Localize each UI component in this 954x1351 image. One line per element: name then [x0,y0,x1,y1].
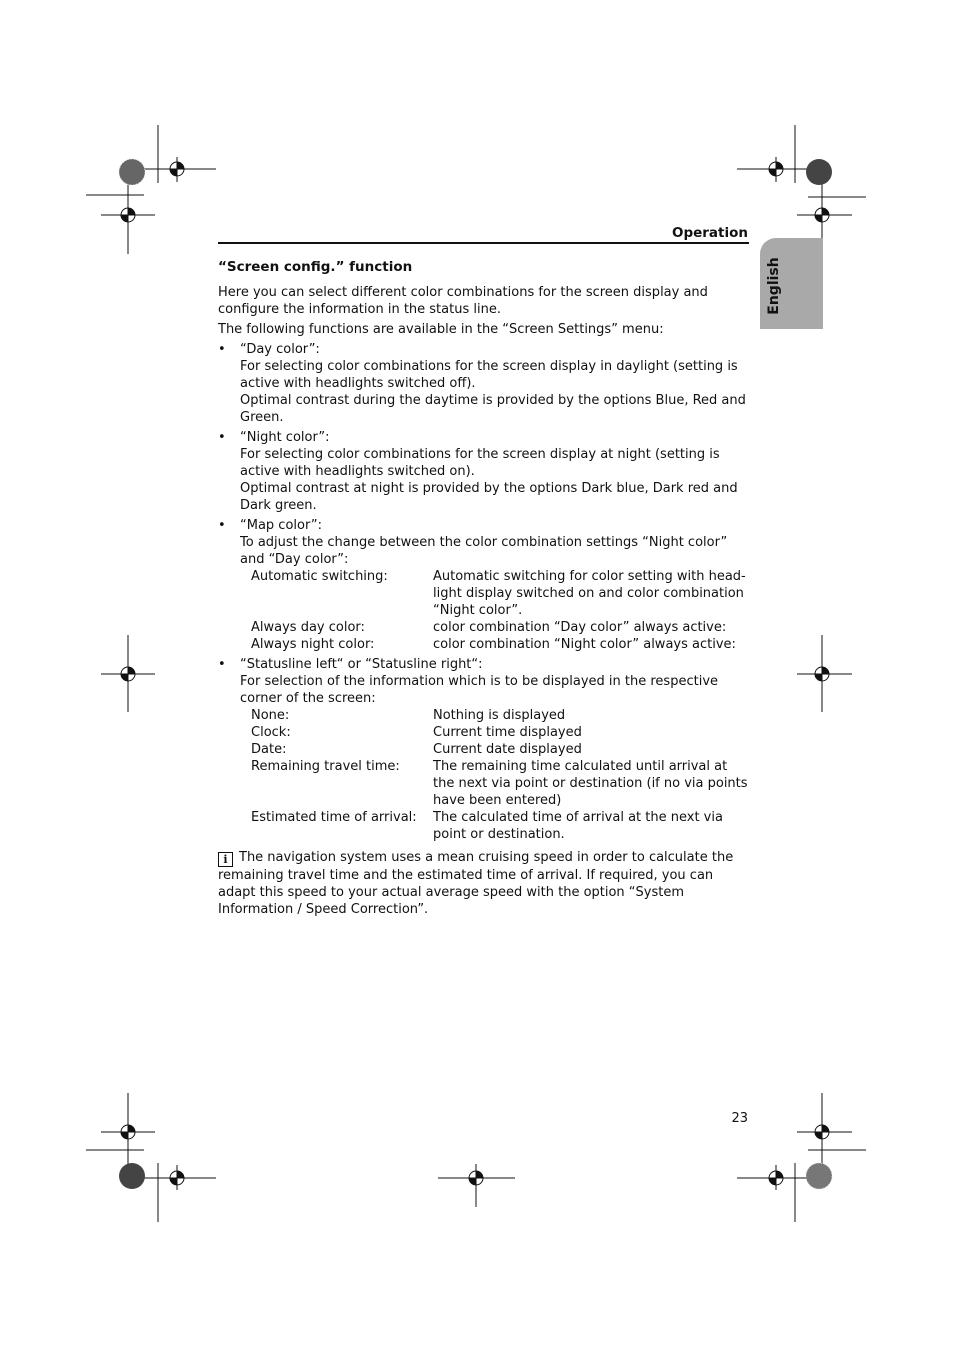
language-tab [760,238,823,329]
item-text: To adjust the change between the color combination settings “Night color” and “Day color”: [240,535,728,567]
bullet-icon: • [218,657,226,672]
bullet-icon: • [218,518,226,533]
note-text: The navigation system uses a mean cruising speed in order to calculate the remaining travel time and the estimated time of arrival. If required, you can adapt this speed to your actual average speed with the option “System Information / Speed Correction”. [218,850,734,917]
option-value: Current time displayed [433,725,582,740]
page-number: 23 [731,1111,748,1126]
option-value: Automatic switching for color setting with head-light display switched on and color combination “Night color”. [433,569,746,618]
option-row [251,568,749,619]
item-text: Optimal contrast at night is provided by the options Dark blue, Dark red and Dark green. [240,481,738,513]
option-value: The calculated time of arrival at the next via point or destination. [433,810,723,842]
bullet-icon: • [218,342,226,357]
option-row [251,707,749,724]
option-row [251,758,749,809]
option-row [251,724,749,741]
item-text: For selecting color combinations for the screen display in daylight (setting is active with headlights switched off). [240,359,738,391]
option-key: Always day color: [251,620,365,635]
option-key: Automatic switching: [251,569,388,584]
option-value: Current date displayed [433,742,582,757]
option-value: The remaining time calculated until arrival at the next via point or destination (if no via points have been entered) [433,759,748,808]
option-row [251,619,749,636]
option-key: Clock: [251,725,291,740]
list-item-day-color [218,341,749,426]
item-title: “Statusline left“ or “Statusline right“: [240,657,483,672]
section-title: “Screen config.” function [218,259,413,275]
option-row [251,741,749,758]
running-header: Operation [671,225,748,241]
info-icon: i [218,852,233,867]
option-value: color combination “Day color” always active: [433,620,727,635]
language-tab-label: English [766,257,782,315]
option-value: color combination “Night color” always active: [433,637,736,652]
item-text: For selecting color combinations for the screen display at night (setting is active with headlights switched on). [240,447,720,479]
item-text: For selection of the information which is to be displayed in the respective corner of the screen: [240,674,719,706]
main-content [218,259,749,918]
option-value: Nothing is displayed [433,708,566,723]
header-rule [218,242,749,244]
option-key: Remaining travel time: [251,759,400,774]
option-key: Date: [251,742,287,757]
item-title: “Day color”: [240,342,320,357]
intro-paragraph: Here you can select different color combinations for the screen display and configure the information in the status line. [218,285,708,317]
list-item-statusline [218,656,749,843]
list-item-map-color [218,517,749,653]
option-table [251,707,749,843]
option-table [251,568,749,653]
list-item-night-color [218,429,749,514]
item-title: “Night color”: [240,430,330,445]
function-list [218,341,749,843]
intro-paragraph-2: The following functions are available in the “Screen Settings” menu: [218,322,664,337]
option-key: None: [251,708,290,723]
option-key: Always night color: [251,637,375,652]
info-note [218,849,749,918]
option-row [251,809,749,843]
option-row [251,636,749,653]
item-title: “Map color”: [240,518,322,533]
bullet-icon: • [218,430,226,445]
item-text: Optimal contrast during the daytime is provided by the options Blue, Red and Green. [240,393,746,425]
option-key: Estimated time of arrival: [251,810,417,825]
